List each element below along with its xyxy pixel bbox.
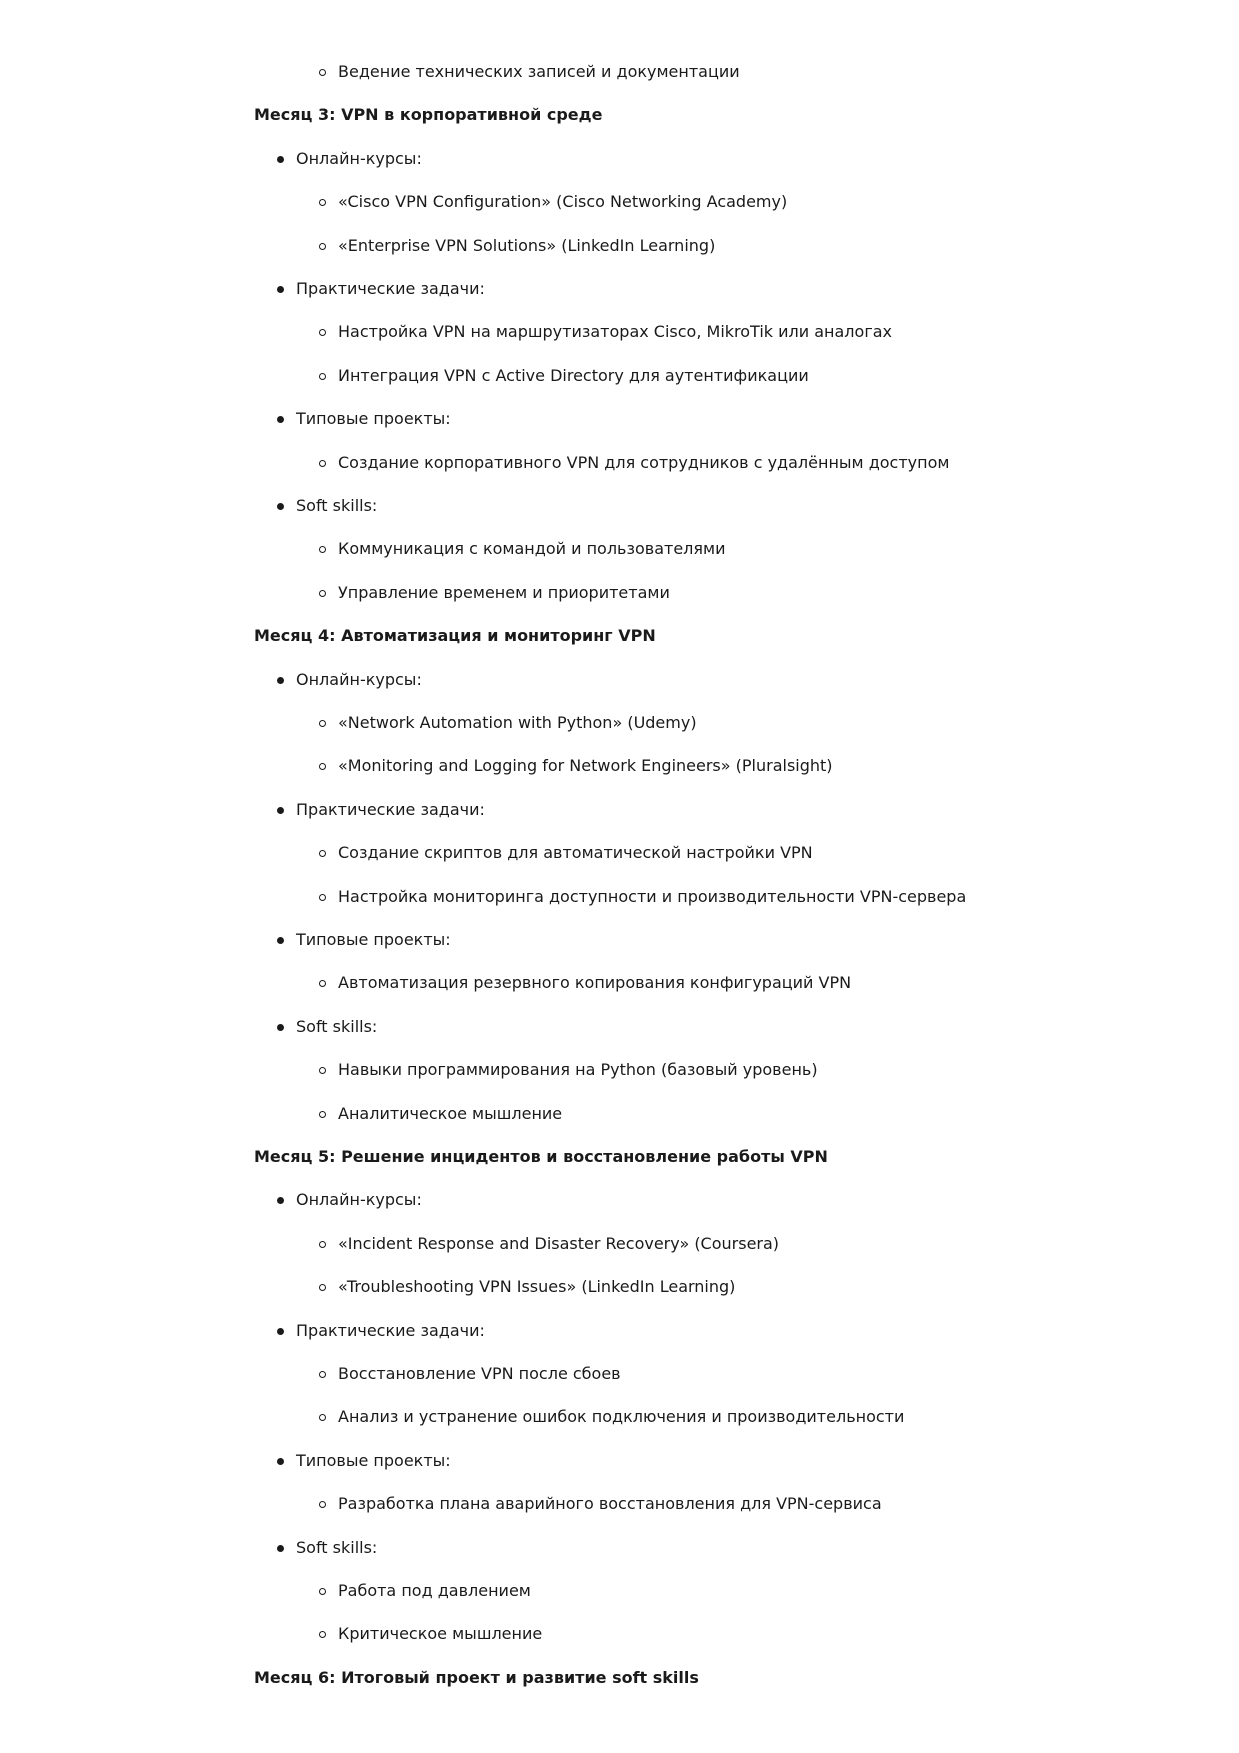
- item-text: Онлайн-курсы:: [296, 669, 422, 689]
- bullet-circle-icon: [319, 373, 326, 380]
- item-text: Автоматизация резервного копирования конфигураций VPN: [338, 973, 852, 993]
- bullet-circle-icon: [319, 720, 326, 727]
- bullet-circle-icon: [319, 1414, 326, 1421]
- sub-list-item: [338, 756, 833, 776]
- sub-list-item: [338, 713, 697, 733]
- item-text: Интеграция VPN с Active Directory для аутентификации: [338, 365, 809, 385]
- bullet-circle-icon: [319, 894, 326, 901]
- bullet-circle-icon: [319, 69, 326, 76]
- list-item: [296, 1538, 377, 1558]
- bullet-circle-icon: [319, 1111, 326, 1118]
- item-text: Восстановление VPN после сбоев: [338, 1364, 621, 1383]
- bullet-circle-icon: [319, 1631, 326, 1638]
- bullet-disc-icon: [277, 1458, 284, 1465]
- item-text: Создание корпоративного VPN для сотрудников с удалённым доступом: [338, 452, 950, 472]
- list-item: [296, 800, 485, 820]
- sub-list-item: [338, 1624, 542, 1644]
- item-text: Онлайн-курсы:: [296, 1190, 422, 1210]
- sub-list-item: [338, 1277, 735, 1297]
- sub-list-item: [338, 1407, 904, 1427]
- item-text: Создание скриптов для автоматической настройки VPN: [338, 843, 813, 863]
- list-item: [296, 930, 451, 950]
- sub-list-item: [338, 887, 966, 907]
- bullet-circle-icon: [319, 460, 326, 467]
- sub-list-item: [338, 1581, 531, 1601]
- bullet-circle-icon: [319, 1284, 326, 1291]
- sub-list-item: [338, 453, 949, 473]
- bullet-disc-icon: [277, 1024, 284, 1031]
- sub-list-item: [338, 539, 726, 559]
- item-text: Настройка VPN на маршрутизаторах Cisco, MikroTik или аналогах: [338, 322, 892, 342]
- item-text: Практические задачи:: [296, 1320, 485, 1340]
- sub-list-item: [338, 843, 813, 863]
- bullet-disc-icon: [277, 1545, 284, 1552]
- item-text: Soft skills:: [296, 496, 378, 515]
- list-item: [296, 1321, 485, 1341]
- bullet-circle-icon: [319, 1588, 326, 1595]
- item-text: «Cisco VPN Configuration» (Cisco Networking Academy): [338, 192, 788, 212]
- sub-list-item: [338, 322, 892, 342]
- item-text: Управление временем и приоритетами: [338, 582, 670, 602]
- bullet-circle-icon: [319, 850, 326, 857]
- bullet-circle-icon: [319, 243, 326, 250]
- section-heading: [254, 626, 656, 646]
- sub-list-item: [338, 236, 715, 256]
- bullet-circle-icon: [319, 1241, 326, 1248]
- item-text: Месяц 4: Автоматизация и мониторинг VPN: [254, 626, 656, 646]
- item-text: «Monitoring and Logging for Network Engineers» (Pluralsight): [338, 756, 833, 776]
- bullet-circle-icon: [319, 980, 326, 987]
- item-text: Разработка плана аварийного восстановления для VPN-сервиса: [338, 1494, 882, 1514]
- bullet-circle-icon: [319, 1371, 326, 1378]
- item-text: «Troubleshooting VPN Issues» (LinkedIn Learning): [338, 1277, 736, 1297]
- sub-list-item: [338, 1494, 882, 1514]
- item-text: Типовые проекты:: [296, 930, 451, 949]
- item-text: «Incident Response and Disaster Recovery» (Coursera): [338, 1233, 780, 1253]
- sub-list-item: [338, 1364, 621, 1384]
- list-item: [296, 670, 422, 690]
- bullet-disc-icon: [277, 677, 284, 684]
- item-text: Анализ и устранение ошибок подключения и производительности: [338, 1407, 905, 1427]
- list-item: [296, 496, 377, 516]
- item-text: Ведение технических записей и документации: [338, 62, 740, 81]
- item-text: Месяц 5: Решение инцидентов и восстановление работы VPN: [254, 1147, 828, 1166]
- sub-list-item: [338, 1234, 779, 1254]
- sub-list-item: [338, 192, 787, 212]
- list-item: [296, 279, 485, 299]
- sub-list-item: [338, 1104, 562, 1124]
- item-text: Практические задачи:: [296, 799, 485, 819]
- item-text: Soft skills:: [296, 1537, 378, 1557]
- list-item: [296, 1451, 451, 1471]
- item-text: Типовые проекты:: [296, 409, 451, 429]
- item-text: Типовые проекты:: [296, 1450, 451, 1470]
- item-text: Практические задачи:: [296, 279, 485, 298]
- bullet-disc-icon: [277, 156, 284, 163]
- section-heading: [254, 1147, 828, 1167]
- sub-list-item: [338, 62, 740, 82]
- bullet-circle-icon: [319, 546, 326, 553]
- sub-list-item: [338, 583, 670, 603]
- bullet-circle-icon: [319, 1501, 326, 1508]
- bullet-disc-icon: [277, 1197, 284, 1204]
- list-item: [296, 1190, 422, 1210]
- item-text: Soft skills:: [296, 1016, 378, 1036]
- bullet-disc-icon: [277, 1328, 284, 1335]
- item-text: Настройка мониторинга доступности и производительности VPN-сервера: [338, 886, 967, 906]
- section-heading: [254, 105, 602, 125]
- bullet-circle-icon: [319, 763, 326, 770]
- item-text: Месяц 6: Итоговый проект и развитие soft skills: [254, 1667, 699, 1687]
- item-text: «Network Automation with Python» (Udemy): [338, 713, 697, 732]
- bullet-disc-icon: [277, 937, 284, 944]
- bullet-disc-icon: [277, 416, 284, 423]
- item-text: Онлайн-курсы:: [296, 148, 422, 168]
- section-heading: [254, 1668, 699, 1688]
- bullet-circle-icon: [319, 1067, 326, 1074]
- bullet-circle-icon: [319, 329, 326, 336]
- item-text: Критическое мышление: [338, 1624, 543, 1644]
- sub-list-item: [338, 973, 851, 993]
- list-item: [296, 149, 422, 169]
- bullet-disc-icon: [277, 807, 284, 814]
- bullet-disc-icon: [277, 286, 284, 293]
- item-text: Работа под давлением: [338, 1581, 531, 1600]
- item-text: Навыки программирования на Python (базовый уровень): [338, 1060, 818, 1080]
- item-text: Месяц 3: VPN в корпоративной среде: [254, 105, 603, 125]
- sub-list-item: [338, 366, 809, 386]
- bullet-circle-icon: [319, 199, 326, 206]
- bullet-circle-icon: [319, 590, 326, 597]
- item-text: «Enterprise VPN Solutions» (LinkedIn Learning): [338, 235, 716, 255]
- item-text: Коммуникация с командой и пользователями: [338, 539, 726, 559]
- list-item: [296, 1017, 377, 1037]
- list-item: [296, 409, 451, 429]
- sub-list-item: [338, 1060, 818, 1080]
- bullet-disc-icon: [277, 503, 284, 510]
- item-text: Аналитическое мышление: [338, 1103, 563, 1123]
